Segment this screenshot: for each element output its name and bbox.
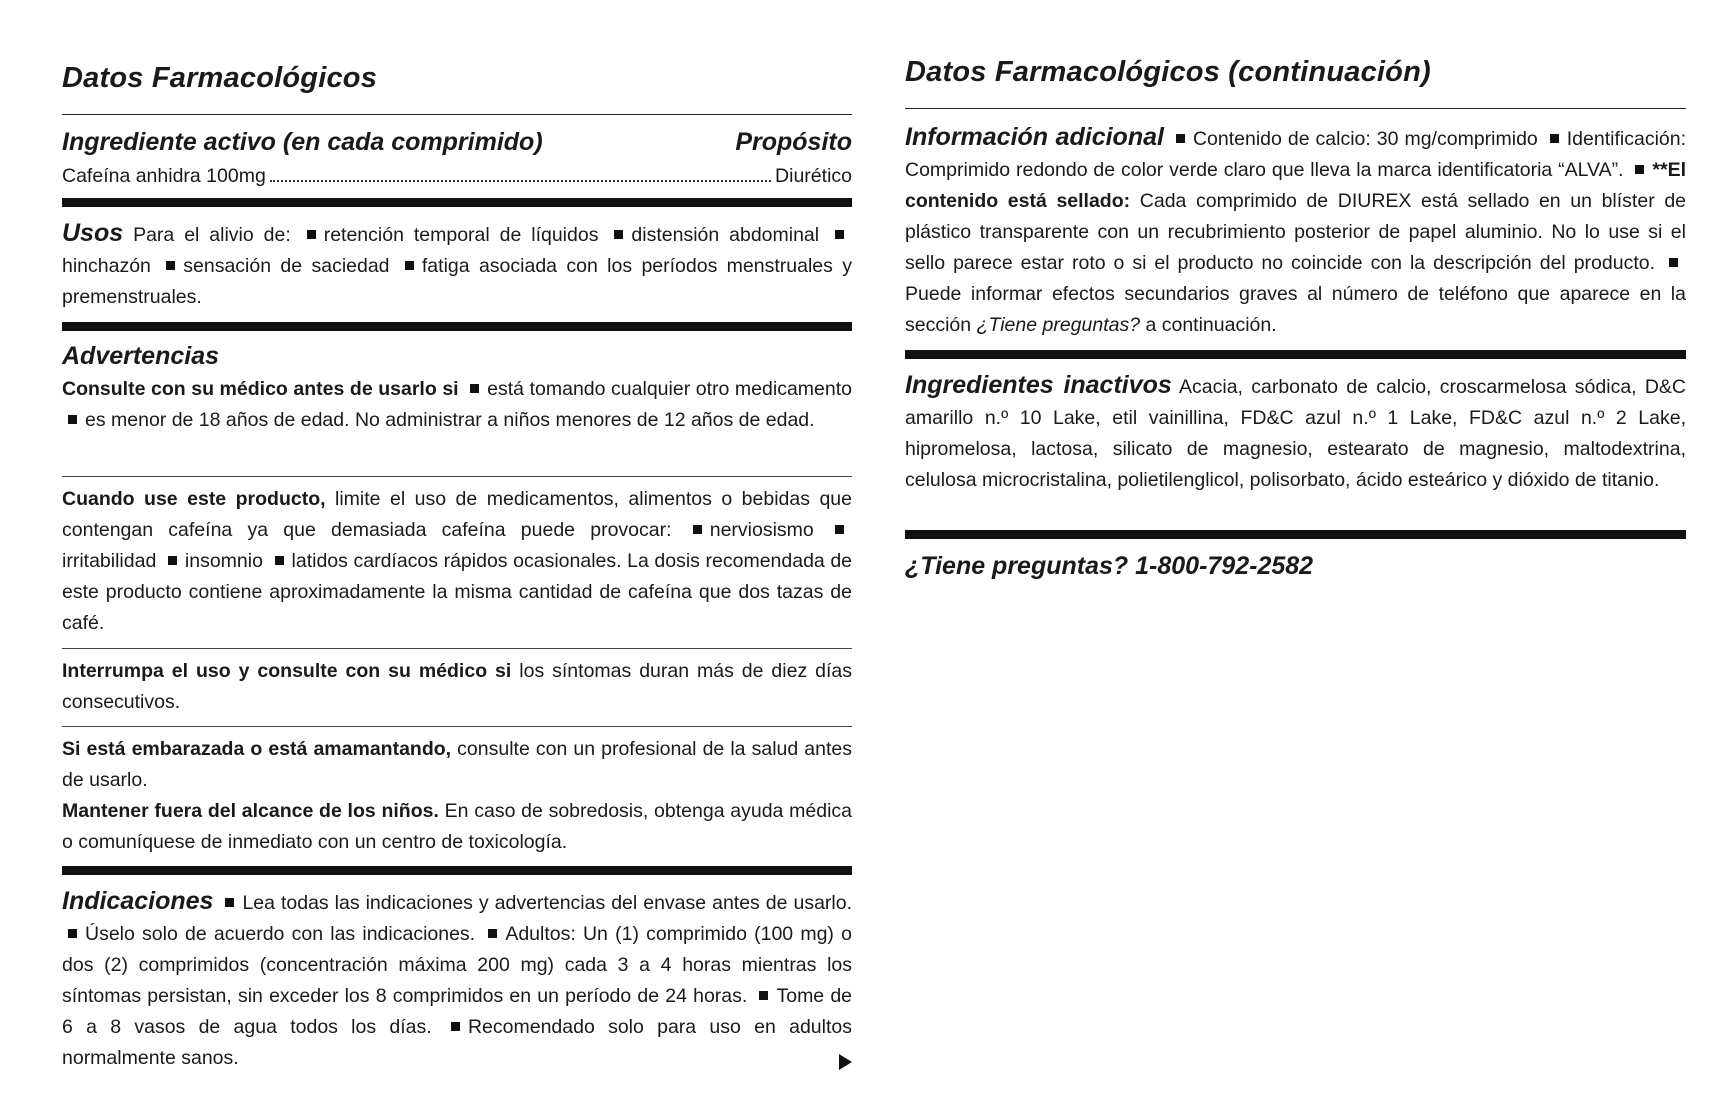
bullet-icon xyxy=(68,415,77,424)
section-divider xyxy=(62,322,852,331)
other-info-section xyxy=(905,122,1686,341)
active-ingredient-name: Cafeína anhidra 100mg xyxy=(62,165,266,187)
bullet-icon xyxy=(693,525,702,534)
section-divider xyxy=(62,866,852,875)
warnings-pregnancy-text: consulte con un profesional de la salud antes de usarlo. xyxy=(62,738,852,791)
bullet-icon xyxy=(759,991,768,1000)
continue-arrow-icon xyxy=(839,1054,852,1070)
directions-heading: Indicaciones xyxy=(62,887,214,915)
other-info-report-tail: a continuación. xyxy=(1145,314,1277,336)
bullet-icon xyxy=(451,1022,460,1031)
warnings-when-item: irritabilidad xyxy=(62,550,157,572)
warnings-when-item: latidos cardíacos rápidos ocasionales. xyxy=(291,550,622,572)
page-title-continued: Datos Farmacológicos (continuación) xyxy=(905,56,1431,88)
warnings-when-tail: La dosis recomendada de este producto contiene aproximadamente la misma cantidad de cafeína que dos tazas de café. xyxy=(62,550,853,634)
warnings-keep-away xyxy=(62,796,852,858)
purpose-heading: Propósito xyxy=(735,128,852,156)
warnings-stop-use xyxy=(62,656,852,718)
warnings-when-using xyxy=(62,484,852,639)
active-ingredient-row xyxy=(62,162,852,190)
warnings-consult-bold: Consulte con su médico antes de usarlo si xyxy=(62,378,459,400)
bullet-icon xyxy=(470,384,479,393)
other-info-sealed-bold: **El contenido está sellado: xyxy=(905,159,1686,212)
uses-item: hinchazón xyxy=(62,255,151,277)
bullet-icon xyxy=(275,556,284,565)
other-info-calcium: Contenido de calcio: 30 mg/comprimido xyxy=(1192,128,1538,150)
active-ingredient-header xyxy=(62,128,852,157)
warnings-consult-item: es menor de 18 años de edad. xyxy=(85,409,350,431)
other-info-sealed-text: Cada comprimido de DIUREX está sellado en un blíster de plástico transparente con un recubrimiento posterior de papel aluminio. No lo use si el sello parece estar roto o si el producto no coincide con la descripción del producto. xyxy=(905,190,1687,274)
bullet-icon xyxy=(835,525,844,534)
directions-item: Lea todas las indicaciones y advertencias del envase antes de usarlo. xyxy=(242,892,853,914)
bullet-icon xyxy=(225,898,234,907)
uses-intro: Para el alivio de: xyxy=(133,224,291,246)
active-ingredient-purpose: Diurético xyxy=(775,165,852,187)
page-title: Datos Farmacológicos xyxy=(62,62,378,94)
section-divider xyxy=(905,350,1686,359)
directions-item: Recomendado solo para uso en adultos normalmente sanos. xyxy=(62,1016,852,1069)
section-divider xyxy=(62,198,852,207)
warnings-keep-text: En caso de sobredosis, obtenga ayuda médica o comuníquese de inmediato con un centro de toxicología. xyxy=(62,800,853,853)
inactive-ingredients-heading: Ingredientes inactivos xyxy=(905,371,1172,399)
bullet-icon xyxy=(614,230,623,239)
warnings-pregnancy-bold: Si está embarazada o está amamantando, xyxy=(62,738,452,760)
warnings-heading: Advertencias xyxy=(62,342,220,370)
active-ingredient-heading: Ingrediente activo (en cada comprimido) xyxy=(62,128,543,156)
warnings-pregnancy xyxy=(62,734,852,796)
bullet-icon xyxy=(1550,134,1559,143)
other-info-identification: Identificación: Comprimido redondo de color verde claro que lleva la marca identificatoria “ALVA”. xyxy=(905,128,1687,181)
warnings-when-text: limite el uso de medicamentos, alimentos o bebidas que contengan cafeína ya que demasiada cafeína puede provocar: xyxy=(62,488,852,541)
bullet-icon xyxy=(405,261,414,270)
inactive-ingredients-text: Acacia, carbonato de calcio, croscarmelosa sódica, D&C amarillo n.º 10 Lake, etil vainillina, FD&C azul n.º 1 Lake, FD&C azul n.º 2 Lake, hipromelosa, lactosa, silicato de magnesio, estearato de magnesio, maltodextrina, celulosa microcristalina, polietilenglicol, polisorbato, ácido esteárico y dióxido de titanio. xyxy=(905,376,1687,491)
bullet-icon xyxy=(307,230,316,239)
warnings-consult xyxy=(62,374,852,436)
subsection-divider xyxy=(62,476,852,477)
directions-section xyxy=(62,886,852,1074)
bullet-icon xyxy=(166,261,175,270)
section-divider xyxy=(905,530,1686,539)
warnings-when-bold: Cuando use este producto, xyxy=(62,488,326,510)
bullet-icon xyxy=(488,929,497,938)
uses-heading: Usos xyxy=(62,219,124,247)
bullet-icon xyxy=(1635,165,1644,174)
warnings-stop-text: los síntomas duran más de diez días consecutivos. xyxy=(62,660,852,713)
warnings-when-item: nerviosismo xyxy=(709,519,814,541)
bullet-icon xyxy=(68,929,77,938)
warnings-consult-item: está tomando cualquier otro medicamento xyxy=(487,378,852,400)
other-info-report-italic: ¿Tiene preguntas? xyxy=(976,314,1141,336)
bullet-icon xyxy=(1669,258,1678,267)
dot-leader xyxy=(270,180,771,182)
bullet-icon xyxy=(168,556,177,565)
directions-item: Tome de 6 a 8 vasos de agua todos los días. xyxy=(62,985,853,1038)
uses-item: distensión abdominal xyxy=(631,224,820,246)
other-info-heading: Información adicional xyxy=(905,123,1164,151)
uses-item: retención temporal de líquidos xyxy=(323,224,599,246)
subsection-divider xyxy=(62,648,852,649)
uses-item: sensación de saciedad xyxy=(183,255,390,277)
bullet-icon xyxy=(835,230,844,239)
subsection-divider xyxy=(62,726,852,727)
uses-item: fatiga asociada con los períodos menstruales y premenstruales. xyxy=(62,255,852,308)
bullet-icon xyxy=(1176,134,1185,143)
other-info-report-text: Puede informar efectos secundarios graves al número de teléfono que aparece en la sección xyxy=(905,283,1686,336)
warnings-stop-bold: Interrumpa el uso y consulte con su médico si xyxy=(62,660,512,682)
title-rule xyxy=(905,108,1686,109)
directions-item: Adultos: Un (1) comprimido (100 mg) o dos (2) comprimidos (concentración máxima 200 mg) cada 3 a 4 horas mientras los síntomas persistan, sin exceder los 8 comprimidos en un período de 24 horas. xyxy=(62,923,852,1007)
directions-item: Úselo solo de acuerdo con las indicaciones. xyxy=(85,923,476,945)
warnings-keep-bold: Mantener fuera del alcance de los niños. xyxy=(62,800,439,822)
warnings-consult-tail: No administrar a niños menores de 12 años de edad. xyxy=(354,409,815,431)
inactive-ingredients-section xyxy=(905,370,1686,496)
title-rule xyxy=(62,114,852,115)
uses-section xyxy=(62,218,852,313)
warnings-when-item: insomnio xyxy=(184,550,263,572)
questions-line: ¿Tiene preguntas? 1-800-792-2582 xyxy=(905,552,1314,580)
